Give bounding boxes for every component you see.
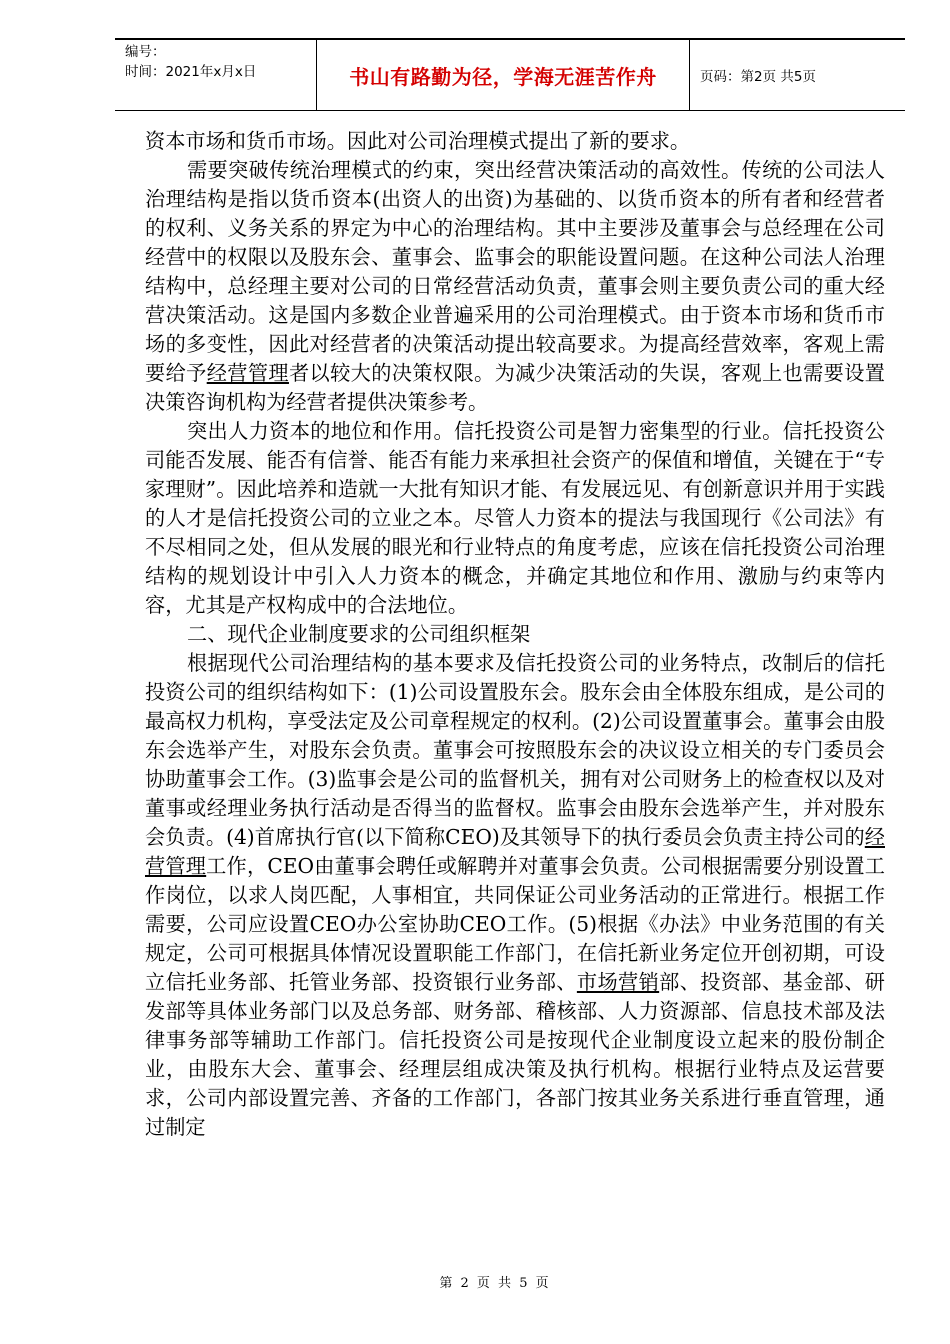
link-business-management-2[interactable]: 经营管理 — [145, 825, 885, 878]
number-label: 编号： — [125, 44, 166, 60]
document-header — [115, 38, 905, 111]
header-meta-cell — [115, 40, 317, 110]
paragraph-5-text-a: 根据现代公司治理结构的基本要求及信托投资公司的业务特点，改制后的信托投资公司的组织结构如下：(1)公司设置股东会。股东会由全体股东组成，是公司的最高权力机构，享受法定及公司章程规定的权利。(2)公司设置董事会。董事会由股东会选举产生，对股东会负责。董事会可按照股东会的决议设立相关的专门委员会协助董事会工作。(3)监事会是公司的监督机关，拥有对公司财务上的检查权以及对董事或经理业务执行活动是否得当的监督权。监事会由股东会选举产生，并对股东会负责。(4)首席执行官(以下简称CEO)及其领导下的执行委员会负责主持公司的 — [145, 651, 885, 849]
date-label: 时间：2021年x月x日 — [125, 64, 257, 80]
header-page-label: 页码：第2页 共5页 — [700, 69, 816, 85]
link-marketing[interactable]: 市场营销 — [576, 970, 660, 994]
document-body — [145, 127, 885, 1142]
section-heading: 二、现代企业制度要求的公司组织框架 — [187, 622, 531, 646]
paragraph-2 — [145, 156, 885, 417]
paragraph-3: 突出人力资本的地位和作用。信托投资公司是智力密集型的行业。信托投资公司能否发展、能否有信誉、能否有能力来承担社会资产的保值和增值，关键在于“专家理财”。因此培养和造就一大批有知识才能、有发展远见、有创新意识并用于实践的人才是信托投资公司的立业之本。尽管人力资本的提法与我国现行《公司法》有不尽相同之处，但从发展的眼光和行业特点的角度考虑，应该在信托投资公司治理结构的规划设计中引入人力资本的概念，并确定其地位和作用、激励与约束等内容，尤其是产权构成中的合法地位。 — [145, 419, 885, 617]
paragraph-2-text-b: 者以较大的决策权限。为减少决策活动的失误，客观上也需要设置决策咨询机构为经营者提供决策参考。 — [145, 361, 885, 414]
paragraph-1: 资本市场和货币市场。因此对公司治理模式提出了新的要求。 — [145, 129, 691, 153]
paragraph-5-text-b: 工作，CEO由董事会聘任或解聘并对董事会负责。公司根据需要分别设置工作岗位，以求人岗匹配，人事相宜，共同保证公司业务活动的正常进行。根据工作需要，公司应设置CEO办公室协助CEO工作。(5)根据《办法》中业务范围的有关规定，公司可根据具体情况设置职能工作部门，在信托新业务定位开创初期，可设立信托业务部、托管业务部、投资银行业务部、 — [145, 854, 885, 994]
header-motto: 书山有路勤为径，学海无涯苦作舟 — [317, 40, 690, 110]
link-business-management[interactable]: 经营管理 — [206, 361, 289, 385]
paragraph-2-text-a: 需要突破传统治理模式的约束，突出经营决策活动的高效性。传统的公司法人治理结构是指以货币资本(出资人的出资)为基础的、以货币资本的所有者和经营者的权利、义务关系的界定为中心的治理结构。其中主要涉及董事会与总经理在公司经营中的权限以及股东会、董事会、监事会的职能设置问题。在这种公司法人治理结构中，总经理主要对公司的日常经营活动负责，董事会则主要负责公司的重大经营决策活动。这是国内多数企业普遍采用的公司治理模式。由于资本市场和货币市场的多变性，因此对经营者的决策活动提出较高要求。为提高经营效率，客观上需要给予 — [145, 158, 885, 385]
page-footer: 第 2 页 共 5 页 — [439, 1276, 551, 1291]
paragraph-5 — [145, 649, 885, 1142]
paragraph-5-text-c: 部、投资部、基金部、研发部等具体业务部门以及总务部、财务部、稽核部、人力资源部、信息技术部及法律事务部等辅助工作部门。信托投资公司是按现代企业制度设立起来的股份制企业，由股东大会、董事会、经理层组成决策及执行机构。根据行业特点及运营要求，公司内部设置完善、齐备的工作部门，各部门按其业务关系进行垂直管理，通过制定 — [145, 970, 885, 1139]
